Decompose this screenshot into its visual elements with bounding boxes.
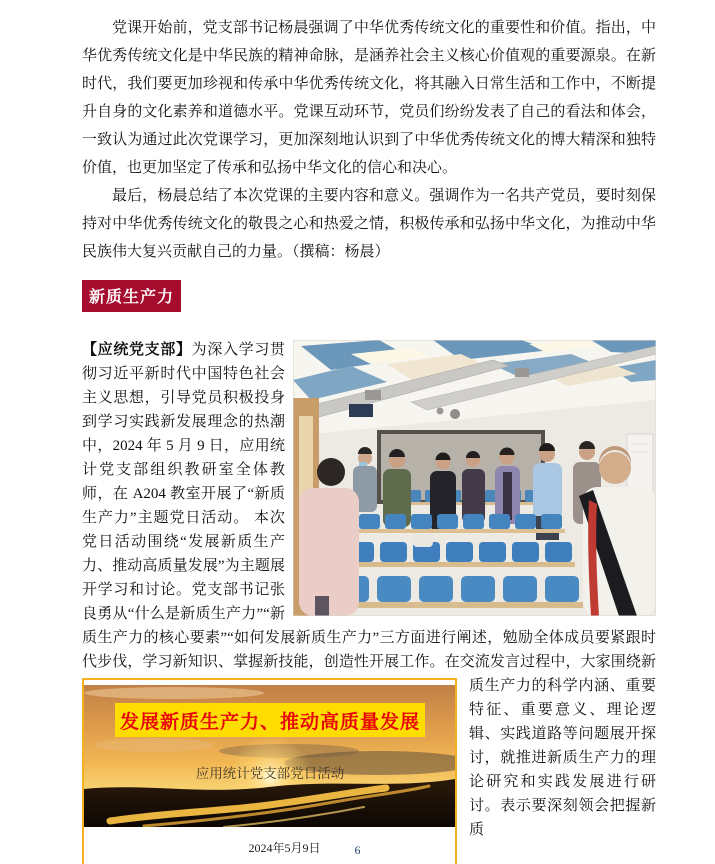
- paragraph-summary: 最后，杨晨总结了本次党课的主要内容和意义。强调作为一名共产党员，要时刻保持对中华优秀传统文化的敬畏之心和热爱之情，积极传承和弘扬中华文化，为推动中华民族伟大复兴贡献自己的力量。（撰稿：杨晨）: [82, 188, 656, 260]
- sunset-banner-illustration: [84, 685, 455, 827]
- banner-frame: [82, 678, 457, 864]
- paragraph-party-lecture: 党课开始前，党支部书记杨晨强调了中华优秀传统文化的重要性和价值。指出，中华优秀传统文化是中华民族的精神命脉，是涵养社会主义核心价值观的重要源泉。在新时代，我们要更加珍视和传承中华优秀传统文化，将其融入日常生活和工作中，不断提升自身的文化素养和道德水平。党课互动环节，党员们纷纷发表了自己的看法和体会，一致认为通过此次党课学习，更加深刻地认识到了中华优秀传统文化的博大精深和独特价值，也更加坚定了传承和弘扬中华文化的信心和决心。: [82, 20, 656, 176]
- section-paragraph-2-text-b: 开展工作。在交流发言过程中，大家围绕新质生产力的科学内涵、重要特征、重要意义、理论逻辑、实践道路等问题展开探讨，就推进新质生产力的理论研究和实践发展进行研讨。表示要深刻领会把握新质: [369, 654, 656, 838]
- section-body: [82, 338, 656, 864]
- classroom-photo-illustration: [293, 340, 656, 616]
- banner-title: 发展新质生产力、推动高质量发展: [119, 712, 421, 733]
- section-paragraph-2-text-a: 本次党日活动围绕“发展新质生产力、推动高质量发展”为主题展开学习和讨论。党支部书记张良勇从“什么是新质生产力”“新质生产力的核心要素”“如何发展新质生产力”三方面进行阐述，勉励全体成员要紧跟时代步伐，学习新知识、掌握新技能，创造性: [82, 510, 656, 670]
- section-heading: 新质生产力: [82, 280, 181, 312]
- banner-subtitle: 应用统计党支部党日活动: [195, 766, 345, 781]
- page-number: 6: [354, 843, 361, 857]
- section-paragraph-1-text: 为深入学习贯彻习近平新时代中国特色社会主义思想，引导党员积极投身到学习实践新发展理念的热潮中，2024 年 5 月 9 日，应用统计党支部组织教研室全体教师，在 A204 教室开展了“新质生产力”主题党日活动。: [82, 342, 285, 526]
- section-heading-row: [82, 280, 656, 312]
- classroom-photo: [293, 340, 656, 616]
- org-label: 【应统党支部】: [82, 342, 192, 358]
- banner-date: 2024年5月9日: [248, 841, 321, 855]
- section-paragraph-1: [82, 342, 285, 526]
- banner-image: [82, 678, 457, 864]
